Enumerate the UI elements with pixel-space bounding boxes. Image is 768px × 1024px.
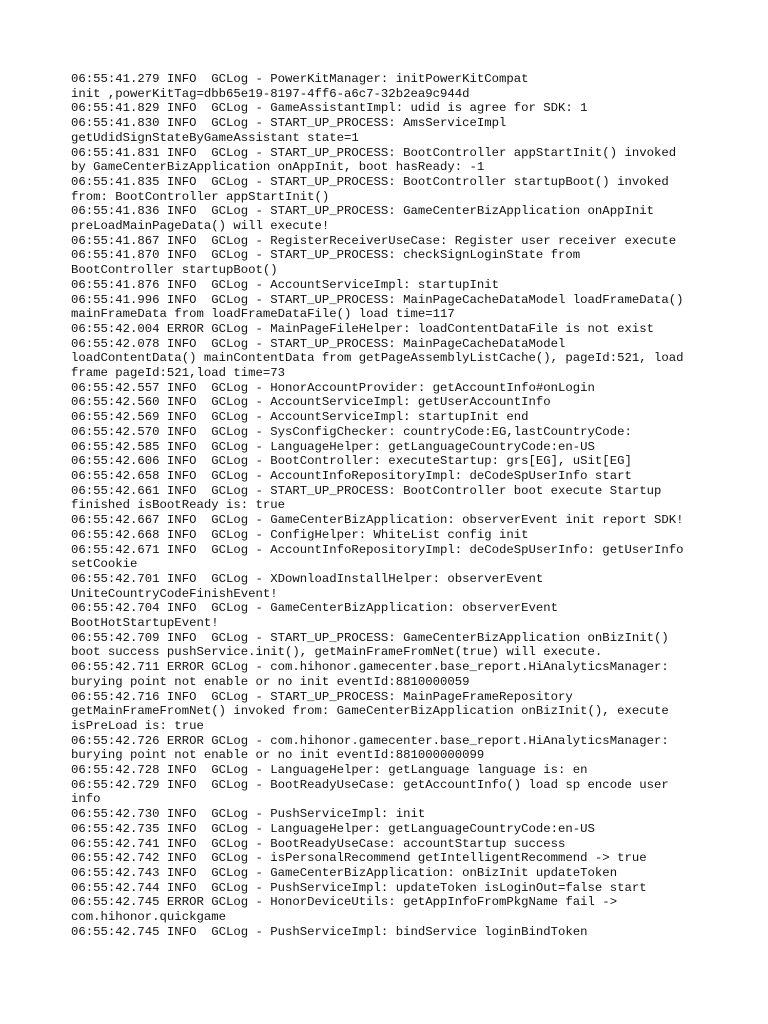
log-line: burying point not enable or no init eventId:8810000059	[71, 674, 470, 689]
log-line: BootController startupBoot()	[71, 263, 278, 278]
log-line: 06:55:42.570 INFO GCLog - SysConfigChecker: countryCode:EG,lastCountryCode:	[71, 424, 632, 439]
log-line: 06:55:42.716 INFO GCLog - START_UP_PROCESS: MainPageFrameRepository	[71, 689, 573, 704]
log-line: boot success pushService.init(), getMainFrameFromNet(true) will execute.	[71, 645, 603, 660]
log-line: 06:55:41.835 INFO GCLog - START_UP_PROCESS: BootController startupBoot() invoked	[71, 174, 669, 189]
log-line: 06:55:42.709 INFO GCLog - START_UP_PROCESS: GameCenterBizApplication onBizInit()	[71, 630, 669, 645]
log-line: 06:55:42.711 ERROR GCLog - com.hihonor.gamecenter.base_report.HiAnalyticsManager:	[71, 660, 669, 675]
log-line: init ,powerKitTag=dbb65e19-8197-4ff6-a6c7-32b2ea9c944d	[71, 86, 470, 101]
log-line: info	[71, 792, 101, 807]
log-line: 06:55:42.742 INFO GCLog - isPersonalRecommend getIntelligentRecommend -> true	[71, 851, 647, 866]
log-line: 06:55:42.704 INFO GCLog - GameCenterBizApplication: observerEvent	[71, 601, 559, 616]
log-line: 06:55:42.728 INFO GCLog - LanguageHelper: getLanguage language is: en	[71, 763, 588, 778]
log-line: com.hihonor.quickgame	[71, 910, 226, 925]
log-line: 06:55:42.658 INFO GCLog - AccountInfoRepositoryImpl: deCodeSpUserInfo start	[71, 468, 632, 483]
log-line: 06:55:42.745 INFO GCLog - PushServiceImpl: bindService loginBindToken	[71, 924, 588, 939]
log-line: 06:55:42.560 INFO GCLog - AccountServiceImpl: getUserAccountInfo	[71, 395, 551, 410]
log-line: finished isBootReady is: true	[71, 498, 286, 513]
log-line: 06:55:42.743 INFO GCLog - GameCenterBizApplication: onBizInit updateToken	[71, 865, 618, 880]
log-line: mainFrameData from loadFrameDataFile() load time=117	[71, 307, 455, 322]
log-line: getMainFrameFromNet() invoked from: GameCenterBizApplication onBizInit(), execute	[71, 704, 669, 719]
log-line: 06:55:42.741 INFO GCLog - BootReadyUseCase: accountStartup success	[71, 836, 566, 851]
log-line: 06:55:42.557 INFO GCLog - HonorAccountProvider: getAccountInfo#onLogin	[71, 380, 595, 395]
log-line: burying point not enable or no init eventId:881000000099	[71, 748, 485, 763]
log-line: 06:55:42.701 INFO GCLog - XDownloadInstallHelper: observerEvent	[71, 571, 544, 586]
log-line: from: BootController appStartInit()	[71, 189, 330, 204]
log-line: 06:55:42.569 INFO GCLog - AccountServiceImpl: startupInit end	[71, 410, 529, 425]
log-line: 06:55:41.876 INFO GCLog - AccountServiceImpl: startupInit	[71, 277, 500, 292]
log-line: BootHotStartupEvent!	[71, 616, 219, 631]
log-line: 06:55:41.996 INFO GCLog - START_UP_PROCESS: MainPageCacheDataModel loadFrameData()	[71, 292, 684, 307]
log-line: by GameCenterBizApplication onAppInit, boot hasReady: -1	[71, 160, 485, 175]
log-line: 06:55:41.870 INFO GCLog - START_UP_PROCESS: checkSignLoginState from	[71, 248, 581, 263]
log-line: 06:55:42.078 INFO GCLog - START_UP_PROCESS: MainPageCacheDataModel	[71, 336, 566, 351]
log-line: frame pageId:521,load time=73	[71, 366, 286, 381]
log-line: isPreLoad is: true	[71, 718, 204, 733]
log-line: 06:55:41.836 INFO GCLog - START_UP_PROCESS: GameCenterBizApplication onAppInit	[71, 204, 654, 219]
log-line: loadContentData() mainContentData from getPageAssemblyListCache(), pageId:521, load	[71, 351, 684, 366]
log-line: preLoadMainPageData() will execute!	[71, 219, 330, 234]
log-line: getUdidSignStateByGameAssistant state=1	[71, 130, 359, 145]
log-line: 06:55:42.745 ERROR GCLog - HonorDeviceUtils: getAppInfoFromPkgName fail ->	[71, 895, 618, 910]
log-line: 06:55:41.279 INFO GCLog - PowerKitManager: initPowerKitCompat	[71, 72, 529, 86]
log-line: 06:55:41.867 INFO GCLog - RegisterReceiverUseCase: Register user receiver execute	[71, 233, 677, 248]
log-line: 06:55:42.744 INFO GCLog - PushServiceImpl: updateToken isLoginOut=false start	[71, 880, 647, 895]
log-line: 06:55:42.661 INFO GCLog - START_UP_PROCESS: BootController boot execute Startup	[71, 483, 662, 498]
log-line: UniteCountryCodeFinishEvent!	[71, 586, 278, 601]
log-line: 06:55:41.829 INFO GCLog - GameAssistantImpl: udid is agree for SDK: 1	[71, 101, 588, 116]
log-text-block	[71, 72, 711, 939]
log-line: 06:55:42.671 INFO GCLog - AccountInfoRepositoryImpl: deCodeSpUserInfo: getUserInfo	[71, 542, 684, 557]
log-line: 06:55:41.831 INFO GCLog - START_UP_PROCESS: BootController appStartInit() invoked	[71, 145, 677, 160]
log-line: 06:55:42.729 INFO GCLog - BootReadyUseCase: getAccountInfo() load sp encode user	[71, 777, 669, 792]
log-line: setCookie	[71, 557, 138, 572]
log-line: 06:55:42.667 INFO GCLog - GameCenterBizApplication: observerEvent init report SDK!	[71, 513, 684, 528]
log-line: 06:55:42.004 ERROR GCLog - MainPageFileHelper: loadContentDataFile is not exist	[71, 321, 654, 336]
log-line: 06:55:42.730 INFO GCLog - PushServiceImpl: init	[71, 807, 426, 822]
log-line: 06:55:42.585 INFO GCLog - LanguageHelper: getLanguageCountryCode:en-US	[71, 439, 595, 454]
log-line: 06:55:41.830 INFO GCLog - START_UP_PROCESS: AmsServiceImpl	[71, 116, 507, 131]
log-line: 06:55:42.735 INFO GCLog - LanguageHelper: getLanguageCountryCode:en-US	[71, 821, 595, 836]
log-line: 06:55:42.606 INFO GCLog - BootController: executeStartup: grs[EG], uSit[EG]	[71, 454, 632, 469]
log-line: 06:55:42.726 ERROR GCLog - com.hihonor.gamecenter.base_report.HiAnalyticsManager:	[71, 733, 669, 748]
log-line: 06:55:42.668 INFO GCLog - ConfigHelper: WhiteList config init	[71, 527, 529, 542]
